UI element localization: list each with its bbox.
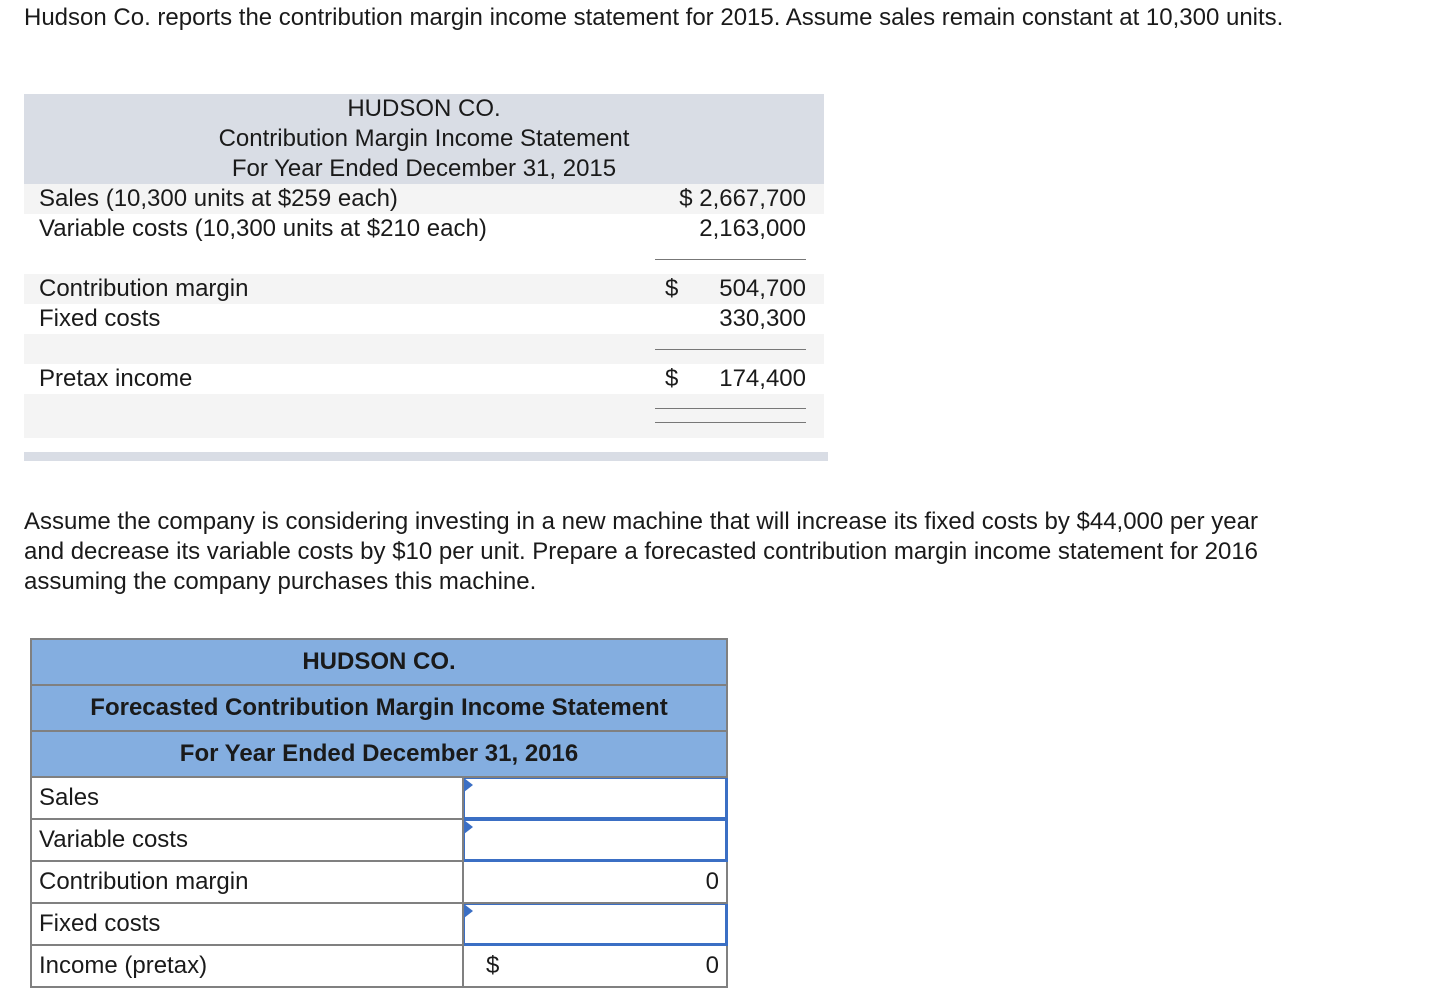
variable-costs-input-cell[interactable]	[463, 819, 727, 861]
subtotal-rule	[655, 259, 806, 260]
row-label: Income (pretax)	[31, 945, 463, 987]
row-label: Fixed costs	[39, 305, 161, 332]
income-pretax-cell	[463, 945, 727, 987]
dollar-sign: $	[486, 952, 500, 979]
dollar-sign: $	[665, 275, 679, 302]
row-amount: 174,400	[719, 365, 806, 392]
row-label: Variable costs (10,300 units at $210 each)	[39, 215, 487, 242]
total-rule-top	[655, 408, 806, 409]
fixed-costs-input-cell[interactable]	[463, 903, 727, 945]
income-statement-2015	[24, 94, 824, 438]
dollar-sign: $	[665, 365, 679, 392]
subtotal-rule	[655, 349, 806, 350]
row-amount: $ 2,667,700	[679, 185, 806, 212]
row-amount: 330,300	[719, 305, 806, 332]
contribution-margin-value: 0	[463, 861, 727, 903]
intro-text: Hudson Co. reports the contribution margin income statement for 2015. Assume sales remain constant at 10,300 units.	[24, 4, 1284, 31]
statement-2015-spacer	[24, 244, 824, 274]
row-label: Fixed costs	[31, 903, 463, 945]
forecast-company: HUDSON CO.	[31, 639, 727, 685]
statement-2015-total-rule-row	[24, 394, 824, 438]
row-label: Pretax income	[39, 365, 193, 392]
statement-2015-period: For Year Ended December 31, 2015	[231, 155, 617, 182]
forecast-row-income-pretax	[31, 945, 727, 987]
forecast-row-fixed-costs	[31, 903, 727, 945]
assumption-text: Assume the company is considering investing in a new machine that will increase its fixed costs by $44,000 per year and decrease its variable costs by $10 per unit. Prepare a forecasted contribution margin income statement for 2016 assuming the company purchases this machine.	[24, 508, 1259, 595]
forecast-row-contribution-margin	[31, 861, 727, 903]
statement-2015-company: HUDSON CO.	[347, 95, 501, 122]
total-rule-bottom	[655, 422, 806, 423]
forecast-statement-2016	[30, 638, 728, 988]
row-label: Variable costs	[31, 819, 463, 861]
statement-2015-spacer	[24, 334, 824, 364]
forecast-row-sales	[31, 777, 727, 819]
statement-2015-row-variable-costs	[24, 214, 824, 244]
forecast-period: For Year Ended December 31, 2016	[31, 731, 727, 777]
income-pretax-value: 0	[705, 952, 719, 979]
row-label: Sales (10,300 units at $259 each)	[39, 185, 398, 212]
row-amount: 2,163,000	[699, 215, 806, 242]
forecast-title: Forecasted Contribution Margin Income Statement	[31, 685, 727, 731]
row-label: Contribution margin	[39, 275, 249, 302]
statement-2015-header	[24, 94, 824, 184]
statement-2015-row-sales	[24, 184, 824, 214]
statement-2015-row-fixed-costs	[24, 304, 824, 334]
sales-input-cell[interactable]	[463, 777, 727, 819]
row-label: Sales	[31, 777, 463, 819]
statement-2015-row-contribution-margin	[24, 274, 824, 304]
forecast-row-variable-costs	[31, 819, 727, 861]
sales-input[interactable]	[466, 780, 724, 816]
row-label: Contribution margin	[31, 861, 463, 903]
variable-costs-input[interactable]	[466, 822, 724, 858]
statement-2015-row-pretax-income	[24, 364, 824, 394]
fixed-costs-input[interactable]	[466, 906, 724, 942]
section-divider	[24, 452, 828, 461]
row-amount: 504,700	[719, 275, 806, 302]
statement-2015-title: Contribution Margin Income Statement	[218, 125, 630, 152]
